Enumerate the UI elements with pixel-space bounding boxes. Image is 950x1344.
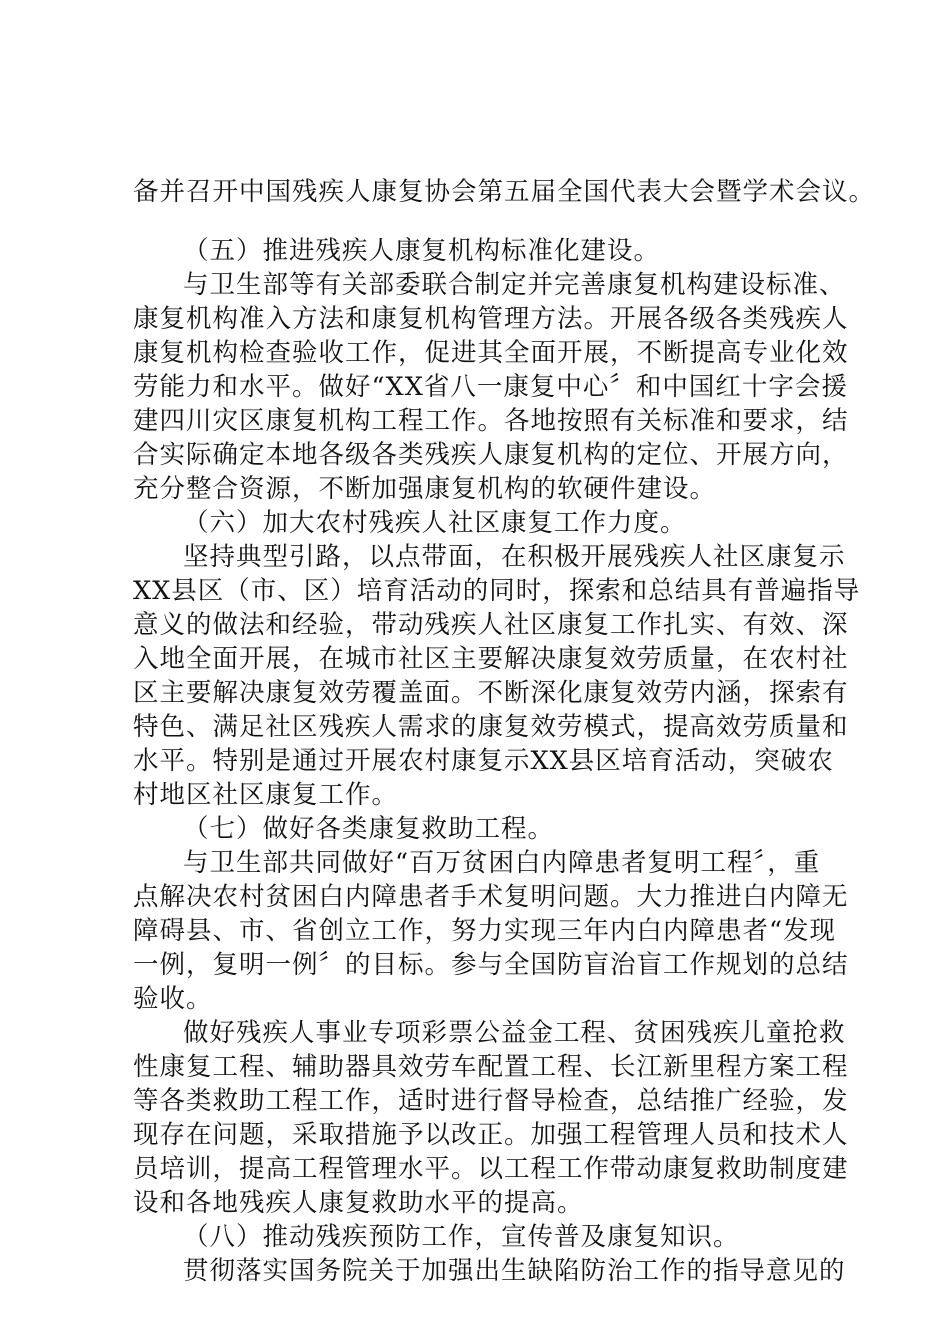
text-line: 备并召开中国残疾人康复协会第五届全国代表大会暨学术会议。 (133, 177, 876, 207)
section-heading: （七）做好各类康复救助工程。 (183, 814, 555, 844)
text-line: 设和各地残疾人康复救助水平的提高。 (133, 1188, 584, 1218)
text-line: 现存在问题，采取措施予以改正。加强工程管理人员和技术人 (133, 1120, 849, 1150)
text-line: 水平。特别是通过开展农村康复示XX县区培育活动，突破农 (133, 746, 834, 776)
text-line: 建四川灾区康复机构工程工作。各地按照有关标准和要求，结 (133, 406, 849, 436)
text-line: 与卫生部等有关部委联合制定并完善康复机构建设标准、 (183, 270, 846, 300)
text-line: 康复机构准入方法和康复机构管理方法。开展各级各类残疾人 (133, 304, 849, 334)
text-line: 点解决农村贫困白内障患者手术复明问题。大力推进白内障无 (133, 882, 849, 912)
text-line: 贯彻落实国务院关于加强出生缺陷防治工作的指导意见的 (183, 1256, 846, 1286)
section-heading: （五）推进残疾人康复机构标准化建设。 (183, 236, 661, 266)
text-line: 一例，复明一例〞的目标。参与全国防盲治盲工作规划的总结 (133, 950, 849, 980)
text-line: 合实际确定本地各级各类残疾人康复机构的定位、开展方向， (133, 440, 849, 470)
text-line: XX县区（市、区）培育活动的同时，探索和总结具有普遍指导 (133, 576, 861, 606)
text-line: 障碍县、市、省创立工作，努力实现三年内白内障患者“发现 (133, 916, 837, 946)
text-line: 劳能力和水平。做好“XX省八一康复中心〞和中国红十字会援 (133, 372, 848, 402)
text-line: 入地全面开展，在城市社区主要解决康复效劳质量，在农村社 (133, 644, 849, 674)
text-line: 验收。 (133, 984, 213, 1014)
text-line: 性康复工程、辅助器具效劳车配置工程、长江新里程方案工程 (133, 1052, 849, 1082)
text-line: 等各类救助工程工作，适时进行督导检查，总结推广经验，发 (133, 1086, 849, 1116)
section-heading: （六）加大农村残疾人社区康复工作力度。 (183, 508, 687, 538)
text-line: 特色、满足社区残疾人需求的康复效劳模式，提高效劳质量和 (133, 712, 849, 742)
text-line: 村地区社区康复工作。 (133, 780, 399, 810)
text-line: 康复机构检查验收工作，促进其全面开展，不断提高专业化效 (133, 338, 849, 368)
text-line: 充分整合资源，不断加强康复机构的软硬件建设。 (133, 474, 717, 504)
text-line: 与卫生部共同做好“百万贫困白内障患者复明工程〞，重 (183, 848, 821, 878)
text-line: 坚持典型引路，以点带面，在积极开展残疾人社区康复示 (183, 542, 846, 572)
section-heading: （八）推动残疾预防工作，宣传普及康复知识。 (183, 1222, 740, 1252)
text-line: 做好残疾人事业专项彩票公益金工程、贫困残疾儿童抢救 (183, 1018, 846, 1048)
text-line: 意义的做法和经验，带动残疾人社区康复工作扎实、有效、深 (133, 610, 849, 640)
text-line: 员培训，提高工程管理水平。以工程工作带动康复救助制度建 (133, 1154, 849, 1184)
text-line: 区主要解决康复效劳覆盖面。不断深化康复效劳内涵，探索有 (133, 678, 849, 708)
